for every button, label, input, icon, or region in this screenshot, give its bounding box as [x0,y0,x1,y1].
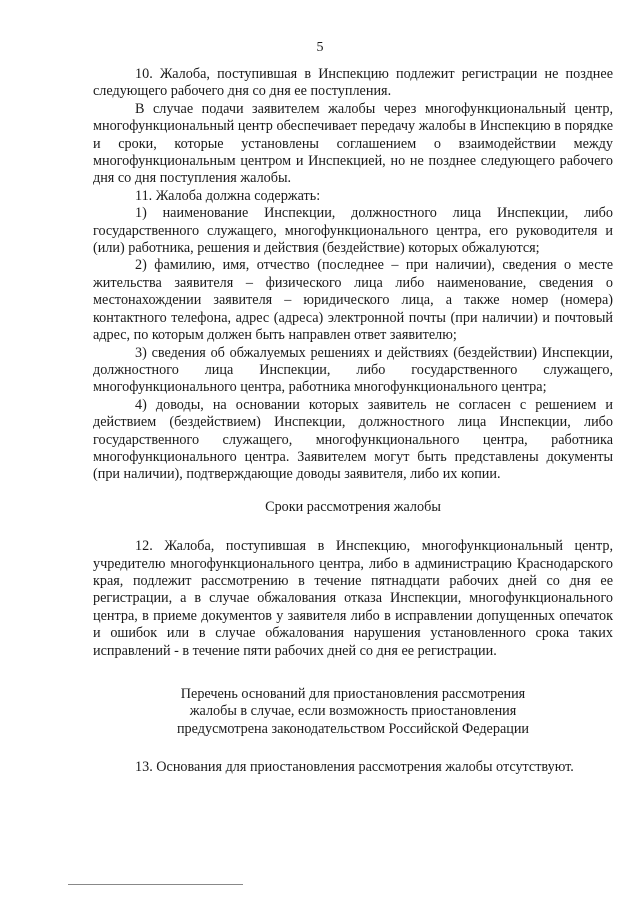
paragraph-13: 13. Основания для приостановления рассмотрения жалобы отсутствуют. [135,759,574,776]
paragraph-11-item-1: 1) наименование Инспекции, должностного лица Инспекции, либо государственного служащего, многофункционального центра, его руководителя и (или) работника, решения и действия (бездействие) которых обжалуются; [93,205,613,257]
heading-line-3: предусмотрена законодательством Российской Федерации [176,720,530,737]
paragraph-11: 11. Жалоба должна содержать: [135,187,321,204]
paragraph-10: 10. Жалоба, поступившая в Инспекцию подлежит регистрации не позднее следующего рабочего дня со дня ее поступления. [93,66,613,100]
paragraph-12: 12. Жалоба, поступившая в Инспекцию, многофункциональный центр, учредителю многофункционального центра, либо в администрацию Краснодарского края, подлежит рассмотрению в течение пятнадцати рабочих дней со дня ее регистрации, а в случае обжалования отказа Инспекции, многофункционального центра, в приеме документов у заявителя либо в исправлении допущенных опечаток и ошибок или в случае обжалования нарушения установленного срока таких исправлений - в течение пяти рабочих дней со дня ее регистрации. [93,538,613,659]
document-body [93,66,613,777]
heading-line-1: Перечень оснований для приостановления рассмотрения [180,686,526,702]
paragraph-10-mfc: В случае подачи заявителем жалобы через многофункциональный центр, многофункциональный центр обеспечивает передачу жалобы в Инспекцию в порядке и сроки, которые установлены соглашением о взаимодействии между многофункциональным центром и Инспекцией, но не позднее следующего рабочего дня со дня поступления жалобы. [93,100,613,187]
page-number: 5 [316,40,324,55]
paragraph-11-item-2: 2) фамилию, имя, отчество (последнее – при наличии), сведения о месте жительства заявителя – физического лица либо наименование, сведения о местонахождении заявителя – юридического лица, а также номер (номера) контактного телефона, адрес (адреса) электронной почты (при наличии) и почтовый адрес, по которым должен быть направлен ответ заявителю; [93,257,613,344]
paragraph-11-item-4: 4) доводы, на основании которых заявитель не согласен с решением и действием (бездействием) Инспекции, должностного лица Инспекции, либо государственного служащего, многофункционального центра, работника многофункционального центра. Заявителем могут быть представлены документы (при наличии), подтверждающие доводы заявителя, либо их копии. [93,396,613,483]
footnote-rule [68,884,243,885]
heading-line-2: жалобы в случае, если возможность приостановления [189,703,517,720]
section-heading-suspension [93,686,613,738]
section-heading-terms: Сроки рассмотрения жалобы [265,498,441,515]
paragraph-11-item-3: 3) сведения об обжалуемых решениях и действиях (бездействии) Инспекции, должностного лица Инспекции, либо государственного служащего, многофункционального центра, работника многофункционального центра; [93,344,613,396]
